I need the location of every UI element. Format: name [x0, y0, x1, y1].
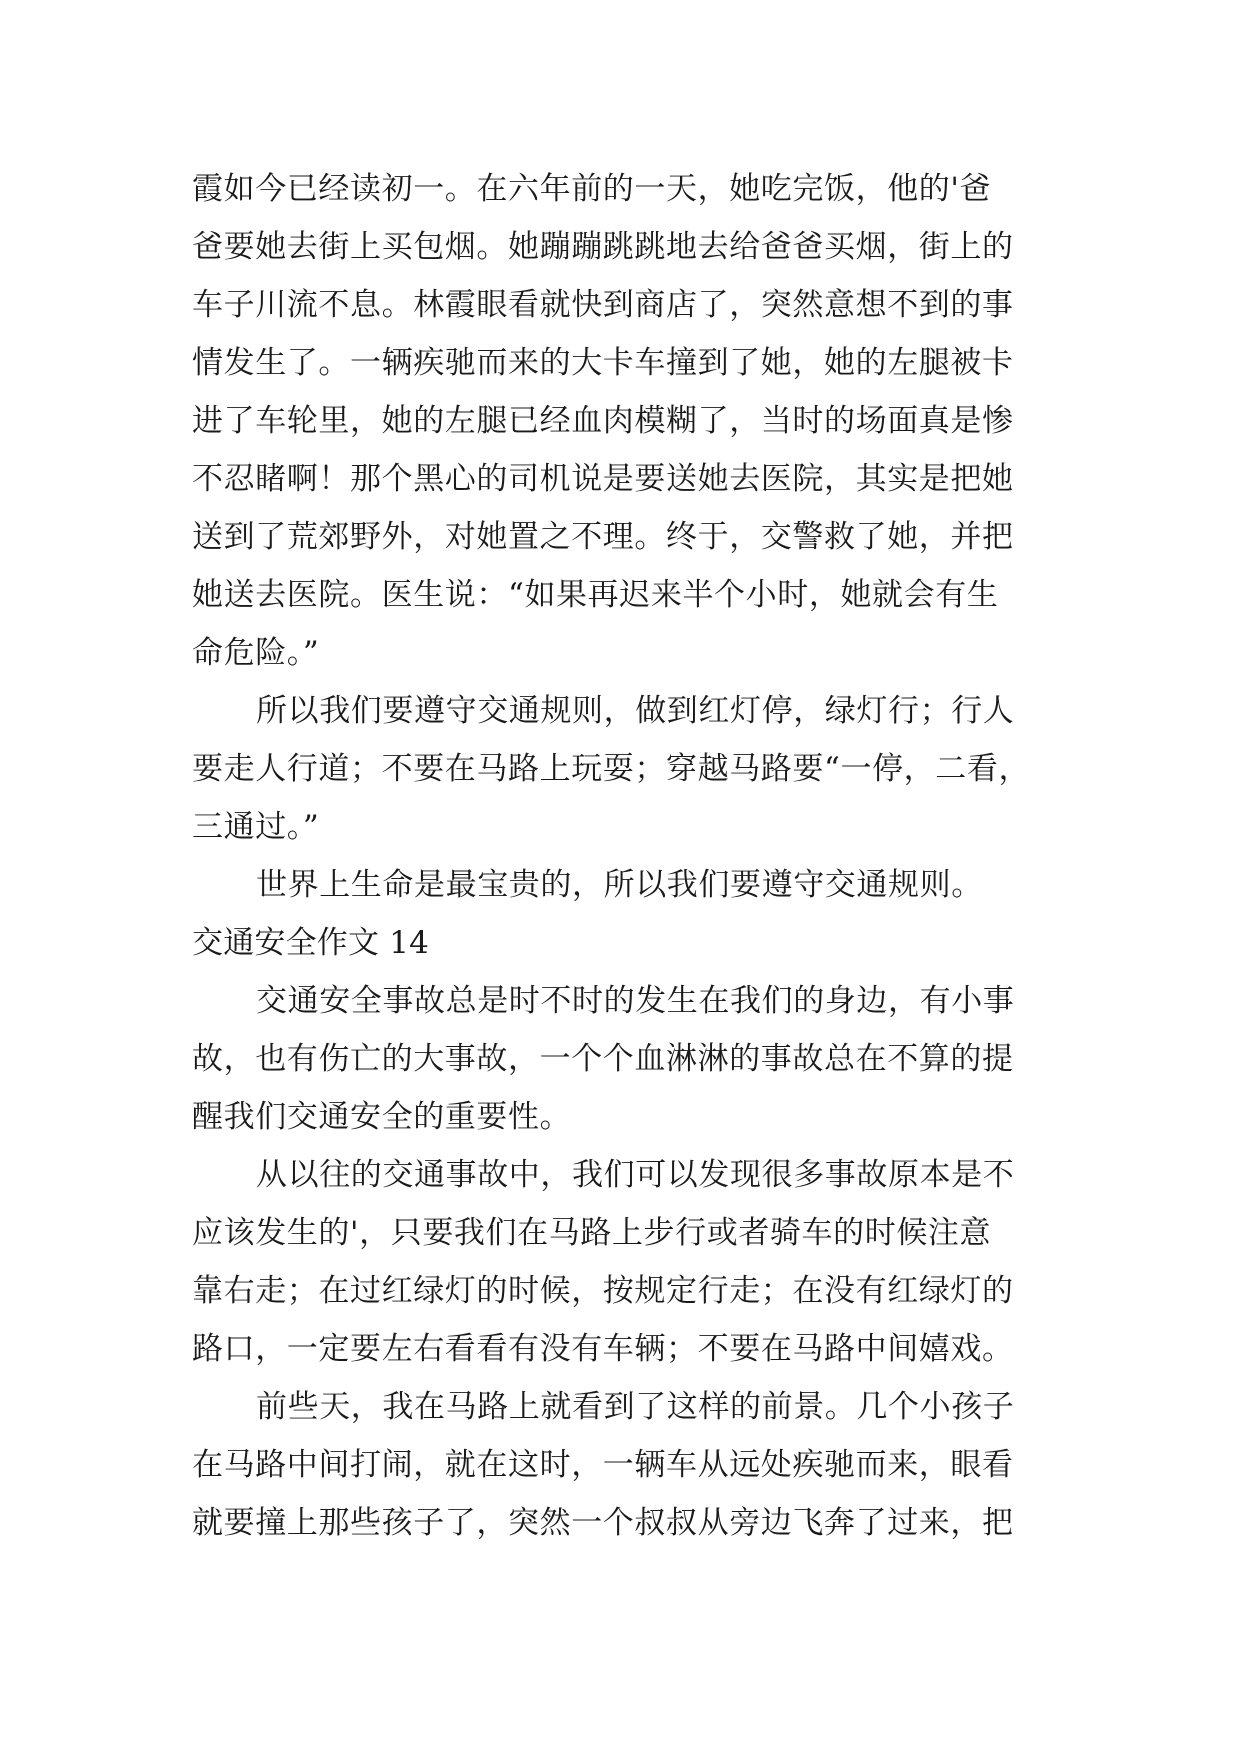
- text-line: 爸要她去街上买包烟。她蹦蹦跳跳地去给爸爸买烟，街上的: [192, 229, 1014, 265]
- text-line: 送到了荒郊野外，对她置之不理。终于，交警救了她，并把: [192, 519, 1014, 555]
- text-line: 情发生了。一辆疾驰而来的大卡车撞到了她，她的左腿被卡: [192, 345, 1014, 381]
- text-line: 从以往的交通事故中，我们可以发现很多事故原本是不: [256, 1157, 1015, 1193]
- text-line: 她送去医院。医生说：“如果再迟来半个小时，她就会有生: [192, 577, 999, 613]
- text-line: 前些天，我在马路上就看到了这样的前景。几个小孩子: [256, 1389, 1015, 1425]
- text-line: 世界上生命是最宝贵的，所以我们要遵守交通规则。: [256, 867, 983, 903]
- section-heading: 交通安全作文 14: [192, 925, 430, 961]
- text-line: 故，也有伤亡的大事故，一个个血淋淋的事故总在不算的提: [192, 1041, 1014, 1077]
- text-line: 应该发生的'，只要我们在马路上步行或者骑车的时候注意: [192, 1215, 992, 1251]
- text-line: 醒我们交通安全的重要性。: [192, 1099, 572, 1135]
- text-line: 交通安全事故总是时不时的发生在我们的身边，有小事: [256, 983, 1015, 1019]
- text-line: 靠右走；在过红绿灯的时候，按规定行走；在没有红绿灯的: [192, 1273, 1014, 1309]
- text-line: 三通过。”: [192, 809, 320, 845]
- text-line: 霞如今已经读初一。在六年前的一天，她吃完饭，他的'爸: [192, 171, 992, 207]
- text-line: 不忍睹啊！那个黑心的司机说是要送她去医院，其实是把她: [192, 461, 1014, 497]
- text-line: 车子川流不息。林霞眼看就快到商店了，突然意想不到的事: [192, 287, 1014, 323]
- text-line: 所以我们要遵守交通规则，做到红灯停，绿灯行；行人: [256, 693, 1015, 729]
- article-body: [192, 160, 1052, 1552]
- text-line: 要走人行道；不要在马路上玩耍；穿越马路要“一停，二看，: [192, 751, 1031, 787]
- text-line: 在马路中间打闹，就在这时，一辆车从远处疾驰而来，眼看: [192, 1447, 1014, 1483]
- text-line: 进了车轮里，她的左腿已经血肉模糊了，当时的场面真是惨: [192, 403, 1014, 439]
- text-line: 命危险。”: [192, 635, 320, 671]
- text-line: 路口，一定要左右看看有没有车辆；不要在马路中间嬉戏。: [192, 1331, 1014, 1367]
- text-line: 就要撞上那些孩子了，突然一个叔叔从旁边飞奔了过来，把: [192, 1505, 1014, 1541]
